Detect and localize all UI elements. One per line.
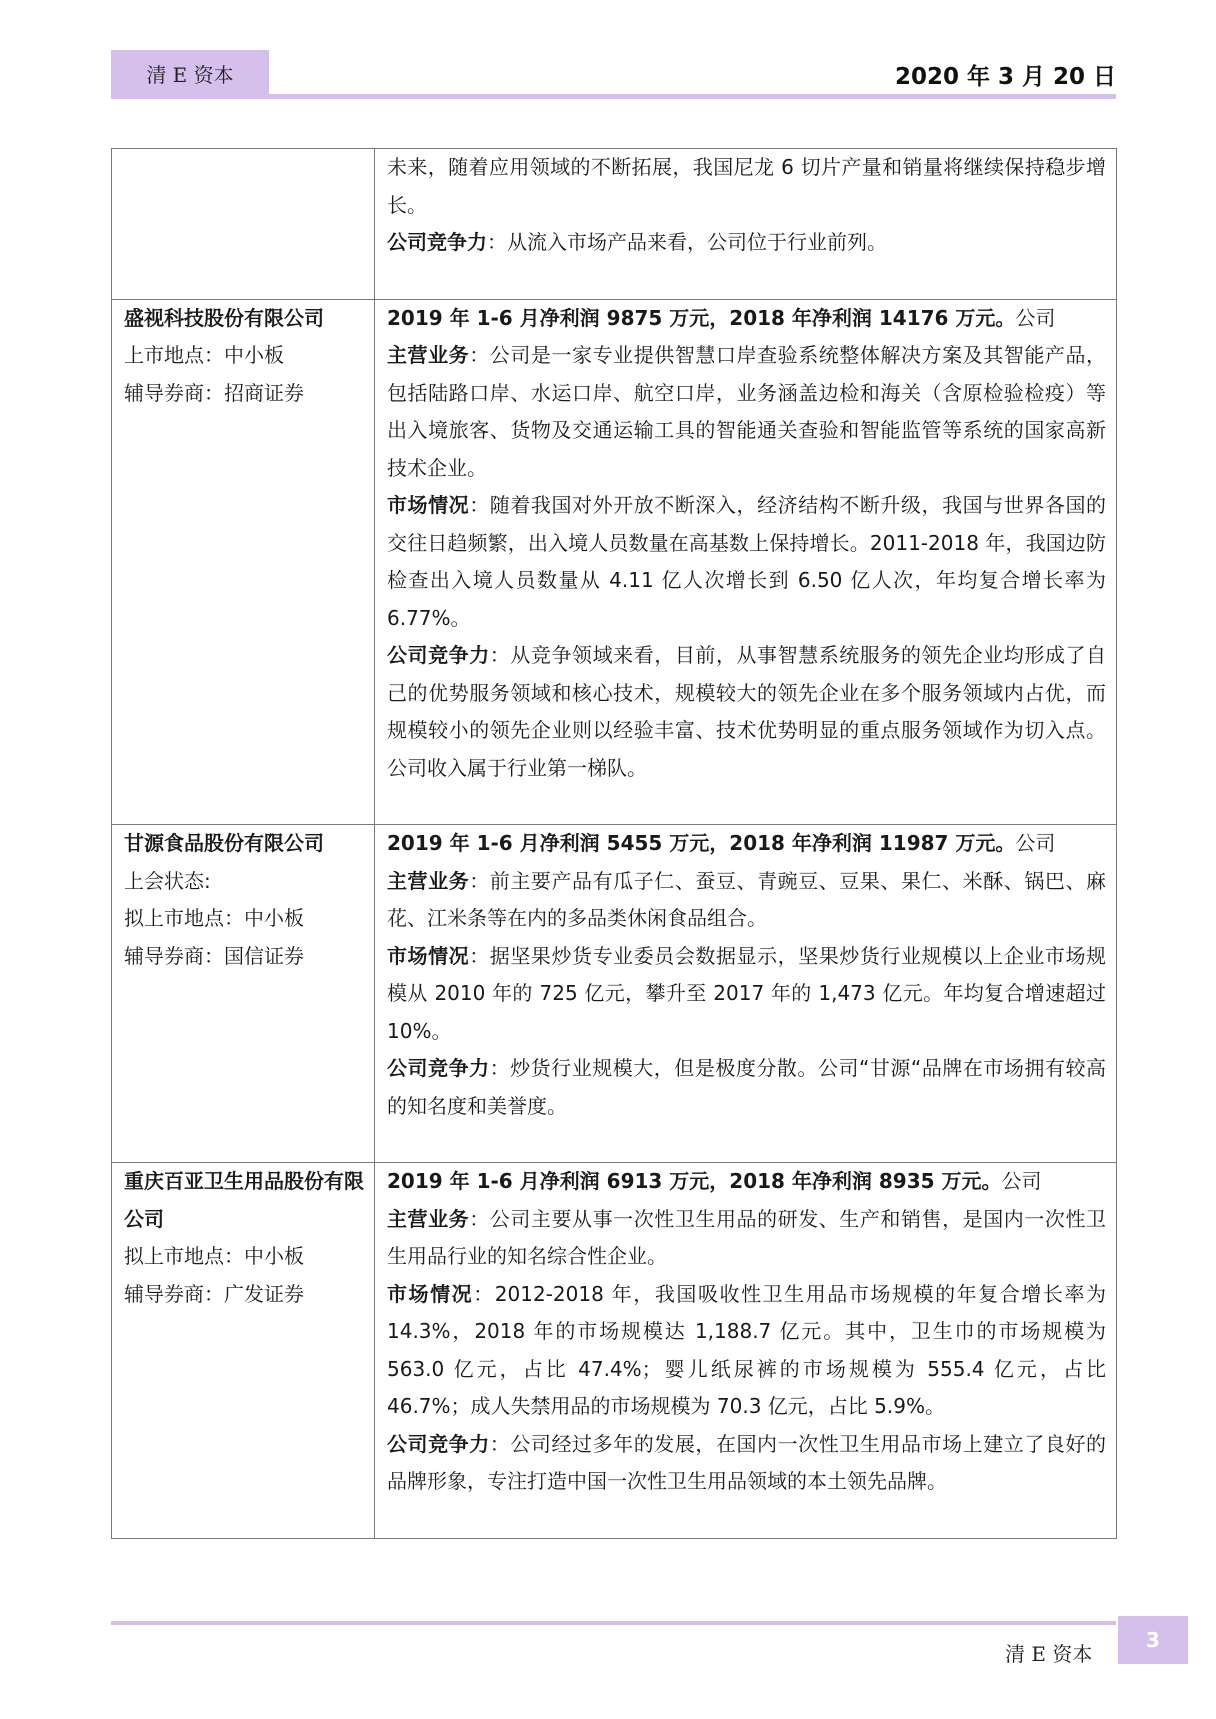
profit-headline (387, 1163, 1106, 1201)
profit-headline (387, 300, 1106, 338)
profit-headline-tail: 公司 (1001, 1169, 1042, 1193)
market-text: ：2012-2018 年，我国吸收性卫生用品市场规模的年复合增长率为 14.3%，2018 年的市场规模达 1,188.7 亿元。其中，卫生巾的市场规模为 563.0 亿元，占比 47.4%；婴儿纸尿裤的市场规模为 555.4 亿元，占比 46.7%；成人失禁用品的市场规模为 70.3 亿元，占比 5.9%。 (387, 1281, 1106, 1418)
competitiveness-label: 公司竞争力 (387, 1431, 490, 1456)
underwriter: 辅导券商：国信证券 (124, 943, 304, 968)
company-info-cell (112, 825, 375, 1163)
header-divider (111, 94, 1116, 99)
market-label: 市场情况 (387, 1281, 474, 1306)
profit-headline-text: 2019 年 1-6 月净利润 9875 万元，2018 年净利润 14176 万元。 (387, 305, 1016, 330)
cell-spacer (387, 262, 1106, 299)
table-row (112, 149, 1117, 300)
main-business-text: ：前主要产品有瓜子仁、蚕豆、青豌豆、豆果、果仁、米酥、锅巴、麻花、江米条等在内的多品类休闲食品组合。 (387, 868, 1107, 930)
market-paragraph (387, 938, 1106, 1051)
header-date: 2020 年 3 月 20 日 (894, 64, 1116, 90)
cell-spacer (387, 1125, 1106, 1162)
listing-venue: 拟上市地点：中小板 (124, 1244, 304, 1268)
market-label: 市场情况 (387, 943, 470, 968)
company-detail-cell (375, 1163, 1117, 1539)
company-info-cell (112, 1163, 375, 1539)
table-row (112, 825, 1117, 1163)
main-business-text: ：公司是一家专业提供智慧口岸查验系统整体解决方案及其智能产品，包括陆路口岸、水运口岸、航空口岸，业务涵盖边检和海关（含原检验检疫）等出入境旅客、货物及交通运输工具的智能通关查验和智能监管等系统的国家高新技术企业。 (387, 343, 1107, 480)
cell-spacer (387, 787, 1106, 824)
competitiveness-text: ：从竞争领域来看，目前，从事智慧系统服务的领先企业均形成了自己的优势服务领域和核心技术，规模较大的领先企业在多个服务领域内占优，而规模较小的领先企业则以经验丰富、技术优势明显的重点服务领域作为切入点。公司收入属于行业第一梯队。 (387, 643, 1107, 780)
competitiveness-label: 公司竞争力 (387, 230, 487, 254)
market-paragraph (387, 1276, 1106, 1426)
table-row (112, 1163, 1117, 1539)
competitiveness-label: 公司竞争力 (387, 643, 490, 667)
company-info-cell (112, 299, 375, 825)
page-number: 3 (1146, 1628, 1160, 1652)
main-business-paragraph (387, 1201, 1106, 1276)
underwriter: 辅导券商：广发证券 (124, 1281, 304, 1306)
footer-divider (111, 1621, 1116, 1625)
main-business-label: 主营业务 (387, 1206, 470, 1231)
company-name: 重庆百亚卫生用品股份有限公司 (124, 1169, 364, 1231)
listing-venue: 上市地点：中小板 (124, 343, 284, 367)
main-business-paragraph (387, 863, 1106, 938)
company-name: 甘源食品股份有限公司 (124, 831, 324, 855)
market-label: 市场情况 (387, 493, 470, 517)
market-paragraph (387, 487, 1106, 637)
meeting-status: 上会状态: (124, 868, 211, 893)
market-continuation-text: 未来，随着应用领域的不断拓展，我国尼龙 6 切片产量和销量将继续保持稳步增长。 (387, 155, 1106, 217)
profit-headline (387, 825, 1106, 863)
header-brand-text: 清 E 资本 (146, 62, 234, 87)
company-detail-cell (375, 825, 1117, 1163)
company-detail-cell (375, 299, 1117, 825)
underwriter: 辅导券商：招商证券 (124, 380, 304, 405)
listing-venue: 拟上市地点：中小板 (124, 906, 304, 930)
main-business-label: 主营业务 (387, 868, 470, 893)
company-detail-cell (375, 149, 1117, 300)
competitiveness-text: ：从流入市场产品来看，公司位于行业前列。 (487, 230, 887, 254)
table-row (112, 299, 1117, 825)
profit-headline-tail: 公司 (1015, 831, 1056, 855)
main-business-paragraph (387, 337, 1106, 487)
market-text: ：随着我国对外开放不断深入，经济结构不断升级，我国与世界各国的交往日趋频繁，出入境人员数量在高基数上保持增长。2011-2018 年，我国边防检查出入境人员数量从 4.11 亿人次增长到 6.50 亿人次，年均复合增长率为 6.77%。 (387, 493, 1107, 630)
competitiveness-text: ：公司经过多年的发展，在国内一次性卫生用品市场上建立了良好的品牌形象，专注打造中国一次性卫生用品领域的本土领先品牌。 (387, 1431, 1107, 1493)
competitiveness-text: ：炒货行业规模大，但是极度分散。公司“甘源“品牌在市场拥有较高的知名度和美誉度。 (387, 1056, 1106, 1118)
competitiveness-paragraph (387, 1426, 1106, 1501)
competitiveness-label: 公司竞争力 (387, 1056, 490, 1080)
competitiveness-paragraph (387, 1050, 1106, 1125)
profit-headline-text: 2019 年 1-6 月净利润 6913 万元，2018 年净利润 8935 万元。 (387, 1169, 1002, 1193)
competitiveness-paragraph (387, 637, 1106, 787)
header-brand-tab (111, 50, 269, 96)
profit-headline-tail: 公司 (1015, 305, 1056, 330)
footer-brand: 清 E 资本 (1005, 1642, 1093, 1666)
market-text: ：据坚果炒货专业委员会数据显示，坚果炒货行业规模以上企业市场规模从 2010 年的 725 亿元，攀升至 2017 年的 1,473 亿元。年均复合增速超过 10%。 (387, 943, 1107, 1043)
company-table (111, 148, 1117, 1539)
company-info-cell (112, 149, 375, 300)
main-business-text: ：公司主要从事一次性卫生用品的研发、生产和销售，是国内一次性卫生用品行业的知名综合性企业。 (387, 1206, 1107, 1268)
company-name: 盛视科技股份有限公司 (124, 305, 324, 330)
page-number-box (1118, 1616, 1188, 1664)
main-business-label: 主营业务 (387, 343, 470, 367)
cell-spacer (387, 1501, 1106, 1538)
competitiveness-paragraph (387, 224, 1106, 262)
profit-headline-text: 2019 年 1-6 月净利润 5455 万元，2018 年净利润 11987 万元。 (387, 831, 1016, 855)
